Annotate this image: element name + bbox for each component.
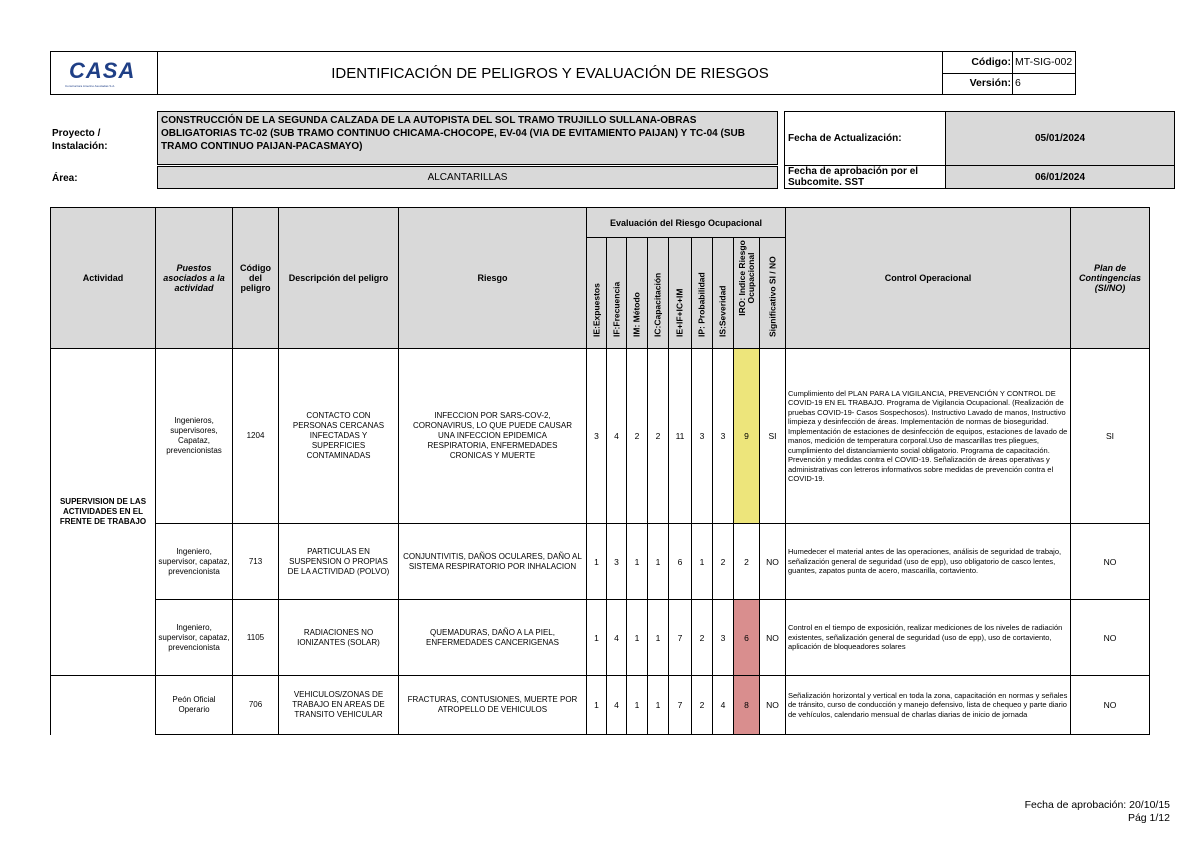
th-actividad: Actividad [50, 207, 156, 349]
row3-sum: 7 [668, 599, 692, 676]
row4-is: 4 [712, 675, 734, 735]
row3-ie: 1 [586, 599, 607, 676]
row3-if: 4 [606, 599, 627, 676]
th-riesgo: Riesgo [398, 207, 587, 349]
document-meta [942, 51, 1076, 95]
page-footer [1025, 799, 1170, 825]
row2-riesgo: CONJUNTIVITIS, DAÑOS OCULARES, DAÑO AL SISTEMA RESPIRATORIO POR INHALACION [398, 523, 587, 600]
row3-is: 3 [712, 599, 734, 676]
row4-codigo: 706 [232, 675, 279, 735]
header-logo-cell [50, 51, 158, 95]
casa-logo [65, 58, 145, 90]
row3-iro: 6 [733, 599, 760, 676]
row3-sig: NO [759, 599, 786, 676]
row3-codigo: 1105 [232, 599, 279, 676]
row2-sig: NO [759, 523, 786, 600]
row4-plan: NO [1070, 675, 1150, 735]
fecha-aprobacion-value: 06/01/2024 [945, 165, 1175, 189]
th-is [712, 237, 734, 349]
row1-iro: 9 [733, 348, 760, 524]
logo-text: CASA [69, 58, 136, 83]
th-plan: Plan de Contingencias (SI/NO) [1070, 207, 1150, 349]
row1-control: Cumplimiento del PLAN PARA LA VIGILANCIA, PREVENCIÓN Y CONTROL DE COVID-19 EN EL TRABAJO. Programa de Vigilancia Ocupacional. (Realización de pruebas COVID-19- Casos Sospechosos). Instructivo Lavado de manos, Instructivo limpieza y desinfección de áreas. Implementación de normas de bioseguridad. Implementación de estaciones de desinfección de equipos, estaciones de lavado de manos, medición de temperatura corporal.Uso de mascarillas tres pliegues, cumplimiento del distanciamiento social obligatorio. Programa de capacitación. Prevención y medidas contra el COVID-19. Señalización de áreas operativas y administrativas con letreros informativos sobre medidas de prevención contra el COVID-19. [785, 348, 1071, 524]
row2-sum: 6 [668, 523, 692, 600]
row4-ic: 1 [647, 675, 669, 735]
row4-ie: 1 [586, 675, 607, 735]
row3-im: 1 [626, 599, 648, 676]
th-ic-label: IC:Capacitación [652, 272, 663, 337]
row1-plan: SI [1070, 348, 1150, 524]
row3-ip: 2 [691, 599, 713, 676]
th-puestos: Puestos asociados a la actividad [155, 207, 233, 349]
row1-sum: 11 [668, 348, 692, 524]
row4-if: 4 [606, 675, 627, 735]
logo-subtext: Constructora Amerino Asociadas S.A. [65, 84, 116, 88]
row1-is: 3 [712, 348, 734, 524]
row3-riesgo: QUEMADURAS, DAÑO A LA PIEL, ENFERMEDADES CANCERIGENAS [398, 599, 587, 676]
codigo-label: Código: [971, 56, 1011, 68]
th-codigo: Código del peligro [232, 207, 279, 349]
th-ip [691, 237, 713, 349]
row2-puestos: Ingeniero, supervisor, capataz, prevencionista [155, 523, 233, 600]
th-ip-label: IP: Probabilidad [696, 272, 707, 337]
row4-control: Señalización horizontal y vertical en toda la zona, capacitación en normas y señales de tránsito, curso de conducción y manejo defensivo, lista de chequeo y parte diario de vehículos, calendario mensual de charlas diarias de inicio de jornada [785, 675, 1071, 735]
th-im [626, 237, 648, 349]
row3-descripcion: RADIACIONES NO IONIZANTES (SOLAR) [278, 599, 399, 676]
document-title: IDENTIFICACIÓN DE PELIGROS Y EVALUACIÓN DE RIESGOS [157, 51, 943, 95]
proyecto-label: Proyecto / Instalación: [52, 128, 108, 152]
row2-control: Humedecer el material antes de las operaciones, análisis de seguridad de trabajo, señalización general de seguridad (uso de epp), uso obligatorio de casco lentes, guantes, zapatos punta de acero, mascarilla, cortaviento. [785, 523, 1071, 600]
row2-plan: NO [1070, 523, 1150, 600]
row4-sig: NO [759, 675, 786, 735]
fecha-actualizacion-value: 05/01/2024 [945, 111, 1175, 166]
th-is-label: IS:Severidad [717, 285, 728, 337]
th-sum-label: IE+IF+IC+IM [674, 288, 685, 337]
th-descripcion: Descripción del peligro [278, 207, 399, 349]
row3-puestos: Ingeniero, supervisor, capataz, prevencionista [155, 599, 233, 676]
row1-if: 4 [606, 348, 627, 524]
th-sig-label: Significativo SI / NO [767, 256, 777, 337]
proyecto-value: CONSTRUCCIÓN DE LA SEGUNDA CALZADA DE LA AUTOPISTA DEL SOL TRAMO TRUJILLO SULLANA-OBRAS OBLIGATORIAS TC-02 (SUB TRAMO CONTINUO CHICAMA-CHOCOPE, EV-04 (VIA DE EVITAMIENTO PAIJAN) Y TC-04 (SUB TRAMO CONTINUO PAIJAN-PACASMAYO) [157, 111, 778, 165]
row2-ie: 1 [586, 523, 607, 600]
row2-ic: 1 [647, 523, 669, 600]
th-sum [668, 237, 692, 349]
th-ie [586, 237, 607, 349]
area-label: Área: [52, 173, 78, 184]
row4-descripcion: VEHICULOS/ZONAS DE TRABAJO EN AREAS DE TRANSITO VEHICULAR [278, 675, 399, 735]
th-if-label: IF:Frecuencia [611, 281, 621, 337]
row1-sig: SI [759, 348, 786, 524]
row1-im: 2 [626, 348, 648, 524]
th-evaluacion: Evaluación del Riesgo Ocupacional [586, 207, 786, 238]
th-iro [733, 237, 760, 349]
footer-fecha-aprobacion: Fecha de aprobación: 20/10/15 [1024, 799, 1170, 811]
row2-iro: 2 [733, 523, 760, 600]
version-value: 6 [1012, 73, 1075, 94]
area-value: ALCANTARILLAS [157, 166, 778, 189]
codigo-value: MT-SIG-002 [1012, 52, 1075, 73]
row4-iro: 8 [733, 675, 760, 735]
row4-riesgo: FRACTURAS, CONTUSIONES, MUERTE POR ATROPELLO DE VEHICULOS [398, 675, 587, 735]
th-control: Control Operacional [785, 207, 1071, 349]
row3-ic: 1 [647, 599, 669, 676]
row2-ip: 1 [691, 523, 713, 600]
th-ie-label: IE:Expuestos [591, 283, 601, 337]
th-ic [647, 237, 669, 349]
th-iro-label: IRO: Indice Riesgo Ocupacional [736, 240, 756, 316]
th-im-label: IM: Método [631, 292, 642, 337]
row1-puestos: Ingenieros, supervisores, Capataz, prevencionistas [155, 348, 233, 524]
row3-plan: NO [1070, 599, 1150, 676]
codigo-row [943, 52, 1075, 74]
th-sig [759, 237, 786, 349]
row1-ip: 3 [691, 348, 713, 524]
row2-im: 1 [626, 523, 648, 600]
row3-control: Control en el tiempo de exposición, realizar mediciones de los niveles de radiación existentes, señalización general de seguridad (uso de epp), uso de cortaviento, aplicación de bloqueadores solares [785, 599, 1071, 676]
th-if [606, 237, 627, 349]
row4-sum: 7 [668, 675, 692, 735]
row1-ic: 2 [647, 348, 669, 524]
version-label: Versión: [969, 77, 1011, 89]
activity-next [50, 675, 156, 735]
row2-is: 2 [712, 523, 734, 600]
version-row [943, 73, 1075, 94]
fecha-actualizacion-label: Fecha de Actualización: [784, 111, 946, 166]
row4-im: 1 [626, 675, 648, 735]
row1-codigo: 1204 [232, 348, 279, 524]
row2-codigo: 713 [232, 523, 279, 600]
row4-puestos: Peón Oficial Operario [155, 675, 233, 735]
row1-ie: 3 [586, 348, 607, 524]
activity-supervision: SUPERVISION DE LAS ACTIVIDADES EN EL FRENTE DE TRABAJO [50, 348, 156, 676]
row1-descripcion: CONTACTO CON PERSONAS CERCANAS INFECTADAS Y SUPERFICIES CONTAMINADAS [278, 348, 399, 524]
row2-descripcion: PARTICULAS EN SUSPENSION O PROPIAS DE LA ACTIVIDAD (POLVO) [278, 523, 399, 600]
footer-pagina: Pág 1/12 [1127, 812, 1170, 824]
row2-if: 3 [606, 523, 627, 600]
fecha-aprobacion-label: Fecha de aprobación por el Subcomite. SST [784, 165, 946, 189]
row4-ip: 2 [691, 675, 713, 735]
row1-riesgo: INFECCION POR SARS-COV-2, CORONAVIRUS, LO QUE PUEDE CAUSAR UNA INFECCION EPIDEMICA RESPIRATORIA, ENFERMEDADES CRONICAS Y MUERTE [398, 348, 587, 524]
